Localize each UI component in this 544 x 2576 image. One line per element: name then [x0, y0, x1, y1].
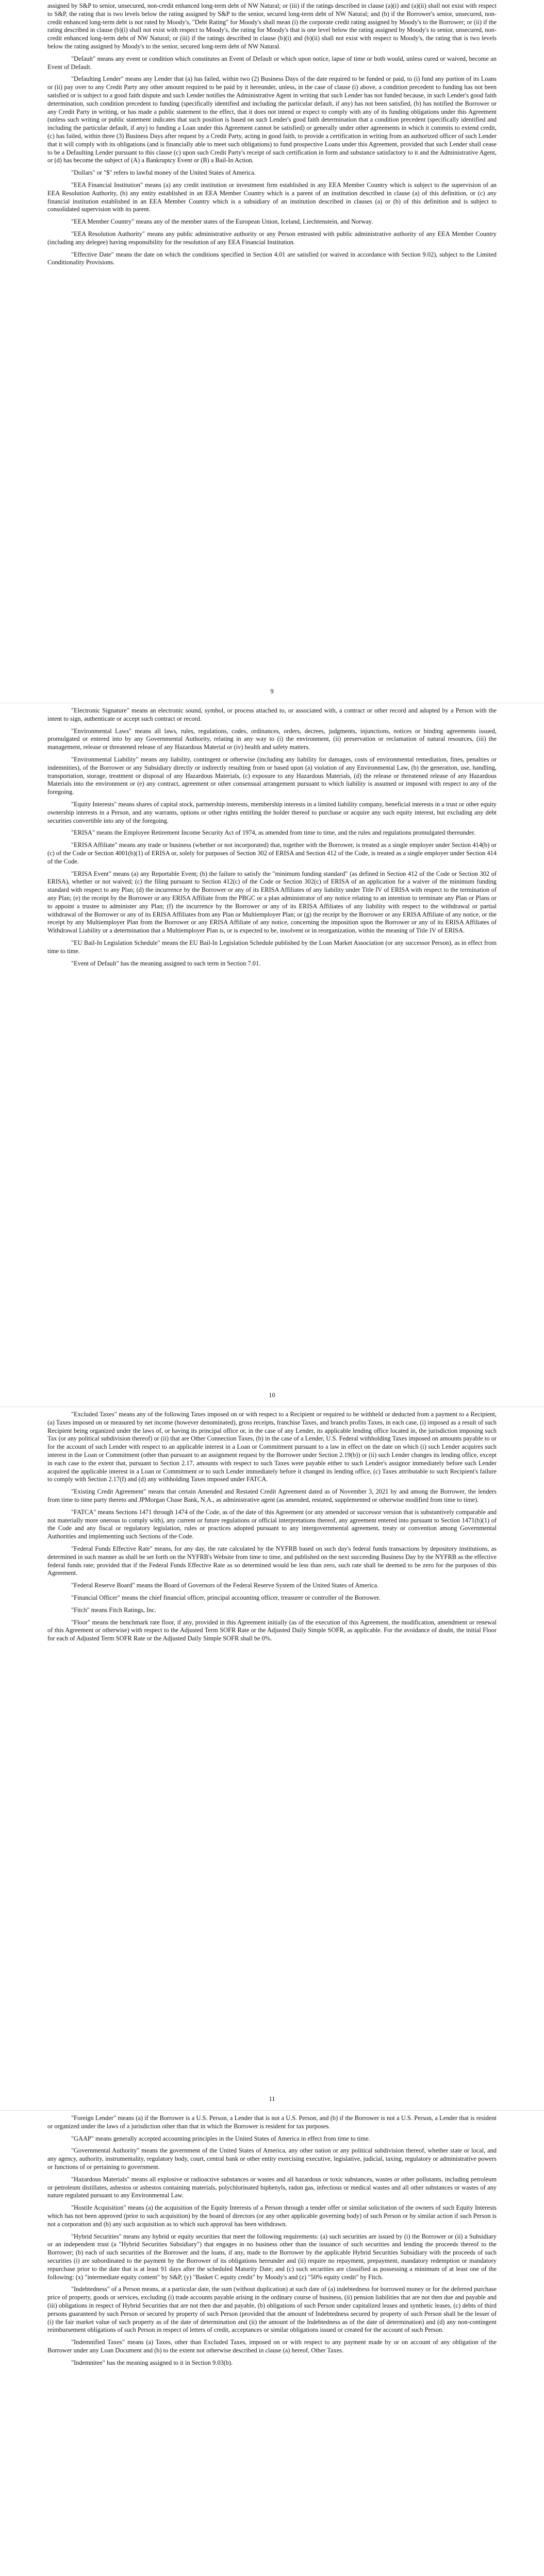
definition-federal-reserve-board: "Federal Reserve Board" means the Board of Governors of the Federal Reserve System of the United States of America. [71, 1582, 379, 1589]
document-page-10 [0, 707, 544, 972]
page-number: 11 [269, 2095, 275, 2103]
definition-financial-officer: "Financial Officer" means the chief financial officer, principal accounting officer, treasurer or controller of the Borrower. [71, 1594, 381, 1601]
definition-fatca: "FATCA" means Sections 1471 through 1474 of the Code, as of the date of this Agreement (or any amended or successor version that is substantively comparable and not materially more onerous to comply with), any current or future regulations or official interpretations thereof, any agreement entered into pursuant to Section 1471(b)(1) of the Code and any fiscal or regulatory legislation, rules or practices adopted pursuant to any intergovernmental agreement, treaty or convention among Governmental Authorities and implementing such Sections of the Code. [47, 1508, 497, 1540]
document-page-12 [0, 2114, 544, 2371]
definition-defaulting-lender: "Defaulting Lender" means any Lender that (a) has failed, within two (2) Business Days of the date required to be funded or paid, to (i) fund any portion of its Loans or (ii) pay over to any Credit Party any other amount required to be paid by it hereunder, unless, in the case of clause (i) above, a condition precedent to funding has not been satisfied or is subject to a good faith dispute and such Lender notifies the Administrative Agent in writing that such Lender has not funded because, in such Lender's good faith determination, such condition precedent to funding (specifically identified and including the particular default, if any) has not been satisfied, (b) has notified the Borrower or any Credit Party in writing, or has made a public statement to the effect, that it does not intend or expect to comply with any of its funding obligations under this Agreement (unless such writing or public statement indicates that such position is based on such Lender's good faith determination that a condition precedent (specifically identified and including the particular default, if any) to funding a Loan under this Agreement cannot be satisfied) or generally under other agreements in which it commits to extend credit, (c) has failed, within three (3) Business Days after request by a Credit Party, acting in good faith, to provide a certification in writing from an authorized officer of such Lender that it will comply with its obligations (and is financially able to meet such obligations) to fund prospective Loans under this Agreement, provided that such Lender shall cease to be a Defaulting Lender pursuant to this clause (c) upon such Credit Party's receipt of such certification in form and substance satisfactory to it and the Administrative Agent, or (d) has become the subject of (A) a Bankruptcy Event or (B) a Bail-In Action. [47, 75, 497, 164]
document-page-11 [0, 1411, 544, 1647]
document-page-9 [0, 2, 544, 271]
paragraph-debt-rating-continued: assigned by S&P to senior, unsecured, non-credit enhanced long-term debt of NW Natural; or (iii) if the ratings described in clause (a)(i) and (a)(ii) shall not exist with respect to S&P, the rating that is two levels below the rating assigned by S&P to the senior, secured long-term debt of NW Natural; and (b) if the Borrower's senior, unsecured, non-credit enhanced long-term debt is not rated by Moody's, "Debt Rating" for Moody's shall mean (i) the corporate credit rating assigned by Moody's to the Borrower; or (ii) if the rating described in clause (b)(i) shall not exist with respect to Moody's, the rating for Moody's that is one level below the rating assigned by Moody's to senior, unsecured, non-credit enhanced long-term debt of NW Natural; or (iii) if the ratings described in clause (b)(i) and (b)(ii) shall not exist with respect to Moody's, the rating that is two levels below the rating assigned by Moody's to the senior, secured long-term debt of NW Natural. [47, 2, 497, 50]
definition-dollars: "Dollars" or "$" refers to lawful money of the United States of America. [71, 169, 256, 177]
definition-electronic-signature: "Electronic Signature" means an electronic sound, symbol, or process attached to, or associated with, a contract or other record and adopted by a Person with the intent to sign, authenticate or accept such contract or record. [47, 707, 497, 722]
definition-excluded-taxes: "Excluded Taxes" means any of the following Taxes imposed on or with respect to a Recipient or required to be withheld or deducted from a payment to a Recipient, (a) Taxes imposed on or measured by net income (however denominated), gross receipts, franchise Taxes, and branch profits Taxes, in each case, (i) imposed as a result of such Recipient being organized under the laws of, or having its principal office or, in the case of any Lender, its applicable lending office located in, the jurisdiction imposing such Tax (or any political subdivision thereof) or (ii) that are Other Connection Taxes, (b) in the case of a Lender, U.S. Federal withholding Taxes imposed on amounts payable to or for the account of such Lender with respect to an applicable interest in a Loan or Commitment pursuant to a law in effect on the date on which (i) such Lender acquires such interest in the Loan or Commitment (other than pursuant to an assignment request by the Borrower under Section 2.19(b)) or (ii) such Lender changes its lending office, except in each case to the extent that, pursuant to Section 2.17, amounts with respect to such Taxes were payable either to such Lender's assignor immediately before such Lender acquired the applicable interest in a Loan or Commitment or to such Lender immediately before it changed its lending office, (c) Taxes attributable to such Recipient's failure to comply with Section 2.17(f) and (d) any withholding Taxes imposed under FATCA. [47, 1411, 497, 1483]
definition-gaap: "GAAP" means generally accepted accounting principles in the United States of America in effect from time to time. [71, 2134, 370, 2142]
definition-federal-funds-effective-rate: "Federal Funds Effective Rate" means, for any day, the rate calculated by the NYFRB based on such day's federal funds transactions by depository institutions, as determined in such manner as shall be set forth on the NYFRB's Website from time to time, and published on the next succeeding Business Day by the NYFRB as the effective federal funds rate; provided that if the Federal Funds Effective Rate as so determined would be less than zero, such rate shall be deemed to be zero for the purposes of this Agreement. [47, 1545, 497, 1577]
page-number: 9 [270, 688, 274, 695]
definition-indebtedness: "Indebtedness" of a Person means, at a particular date, the sum (without duplication) at such date of (a) indebtedness for borrowed money or for the deferred purchase price of property, goods or services, excluding (i) trade accounts payable arising in the ordinary course of business, (ii) pension liabilities that are not then due and payable and (iii) obligations in respect of Hybrid Securities that are not then due and payable, (b) obligations of such Person under capitalized leases and synthetic leases, (c) debts of third persons guaranteed by such Person or secured by property of such Person (provided that the amount of Indebtedness secured by property of such Person shall be the lesser of (i) the fair market value of such property as of the date of determination and (ii) the amount of the Indebtedness as of the date of determination) and (d) any non-contingent reimbursement obligations of such Person in respect of letters of credit, acceptances or similar obligations issued or created for the account of such Person. [47, 2285, 497, 2334]
definition-effective-date: "Effective Date" means the date on which the conditions specified in Section 4.01 are satisfied (or waived in accordance with Section 9.02), subject to the Limited Conditionality Provisions. [47, 250, 497, 266]
definition-erisa-affiliate: "ERISA Affiliate" means any trade or business (whether or not incorporated) that, together with the Borrower, is treated as a single employer under Section 414(b) or (c) of the Code or Section 4001(b)(1) of ERISA or, solely for purposes of Section 302 of ERISA and Section 412 of the Code, is treated as a single employer under Section 414 of the Code. [47, 841, 497, 865]
definition-eea-financial-institution: "EEA Financial Institution" means (a) any credit institution or investment firm established in any EEA Member Country which is subject to the supervision of an EEA Resolution Authority, (b) any entity established in an EEA Member Country which is a parent of an institution described in clause (a) of this definition, or (c) any financial institution established in an EEA Member Country which is a subsidiary of an institution described in clauses (a) or (b) of this definition and is subject to consolidated supervision with its parent. [47, 181, 497, 213]
definition-equity-interests: "Equity Interests" means shares of capital stock, partnership interests, membership interests in a limited liability company, beneficial interests in a trust or other equity ownership interests in a Person, and any warrants, options or other rights entitling the holder thereof to purchase or acquire any such equity interest, but excluding any debt securities convertible into any of the foregoing. [47, 800, 497, 824]
page-divider [0, 2110, 544, 2111]
definition-indemnified-taxes: "Indemnified Taxes" means (a) Taxes, other than Excluded Taxes, imposed on or with respect to any payment made by or on account of any obligation of the Borrower under any Loan Document and (b) to the extent not otherwise described in clause (a) hereof, Other Taxes. [47, 2338, 497, 2354]
definition-eea-member-country: "EEA Member Country" means any of the member states of the European Union, Iceland, Liechtenstein, and Norway. [71, 218, 373, 226]
definition-default: "Default" means any event or condition which constitutes an Event of Default or which upon notice, lapse of time or both would, unless cured or waived, become an Event of Default. [47, 55, 497, 71]
definition-governmental-authority: "Governmental Authority" means the government of the United States of America, any other nation or any political subdivision thereof, whether state or local, and any agency, authority, instrumentality, regulatory body, court, central bank or other entity exercising executive, legislative, judicial, taxing, regulatory or administrative powers or functions of or pertaining to government. [47, 2147, 497, 2171]
definition-hybrid-securities: "Hybrid Securities" means any hybrid or equity securities that meet the following requirements: (a) such securities are issued by (i) the Borrower or (ii) a Subsidiary or an independent trust (a "Hybrid Securities Subsidiary") that engages in no business other than the issuance of such securities and lending the proceeds thereof to the Borrower; (b) each of such securities of the Borrower and the loans, if any, made to the Borrower by the applicable Hybrid Securities Subsidiary with the proceeds of such securities (i) are subordinated to the payment by the Borrower of its obligations hereunder and (ii) require no repayment, prepayment, mandatory redemption or mandatory repurchase prior to the date that is at least 91 days after the scheduled Maturity Date; and (c) such securities are classified as possessing a minimum of at least one of the following: (x) "intermediate equity content" by S&P, (y) "Basket C equity credit" by Moody's and (z) "50% equity credit" by Fitch. [47, 2232, 497, 2281]
definition-event-of-default: "Event of Default" has the meaning assigned to such term in Section 7.01. [71, 959, 261, 967]
definition-environmental-laws: "Environmental Laws" means all laws, rules, regulations, codes, ordinances, orders, decrees, judgments, injunctions, notices or binding agreements issued, promulgated or entered into by any Governmental Authority, relating in any way to (i) the environment, (ii) preservation or reclamation of natural resources, (iii) the management, release or threatened release of any Hazardous Material or (iv) health and safety matters. [47, 727, 497, 751]
definition-hazardous-materials: "Hazardous Materials" means all explosive or radioactive substances or wastes and all hazardous or toxic substances, wastes or other pollutants, including petroleum or petroleum distillates, asbestos or asbestos containing materials, polychlorinated biphenyls, radon gas, infectious or medical wastes and all other substances or wastes of any nature regulated pursuant to any Environmental Law. [47, 2175, 497, 2199]
page-divider [0, 1406, 544, 1407]
definition-floor: "Floor" means the benchmark rate floor, if any, provided in this Agreement initially (as of the execution of this Agreement, the modification, amendment or renewal of this Agreement or otherwise) with respect to the Adjusted Term SOFR Rate or the Adjusted Daily Simple SOFR, as applicable. For the avoidance of doubt, the initial Floor for each of Adjusted Term SOFR Rate or the Adjusted Daily Simple SOFR shall be 0%. [47, 1618, 497, 1642]
definition-eu-bail-in-schedule: "EU Bail-In Legislation Schedule" means the EU Bail-In Legislation Schedule published by the Loan Market Association (or any successor Person), as in effect from time to time. [47, 939, 497, 955]
definition-erisa-event: "ERISA Event" means (a) any Reportable Event; (b) the failure to satisfy the "minimum funding standard" (as defined in Section 412 of the Code or Section 302 of ERISA), whether or not waived; (c) the filing pursuant to Section 412(c) of the Code or Section 302(c) of ERISA of an application for a waiver of the minimum funding standard with respect to any Plan; (d) the incurrence by the Borrower or any of its ERISA Affiliates of any liability under Title IV of ERISA with respect to the termination of any Plan; (e) the receipt by the Borrower or any ERISA Affiliate from the PBGC or a plan administrator of any notice relating to an intention to terminate any Plan or Plans or to appoint a trustee to administer any Plan; (f) the incurrence by the Borrower or any of its ERISA Affiliates of any liability with respect to the withdrawal or partial withdrawal of the Borrower or any of its ERISA Affiliates from any Plan or Multiemployer Plan; or (g) the receipt by the Borrower or any ERISA Affiliate of any notice, or the receipt by any Multiemployer Plan from the Borrower or any ERISA Affiliate of any notice, concerning the imposition upon the Borrower or any of its ERISA Affiliates of Withdrawal Liability or a determination that a Multiemployer Plan is, or is expected to be, insolvent or in reorganization, within the meaning of Title IV of ERISA. [47, 870, 497, 935]
definition-eea-resolution-authority: "EEA Resolution Authority" means any public administrative authority or any Person entrusted with public administrative authority of any EEA Member Country (including any delegee) having responsibility for the resolution of any EEA Financial Institution. [47, 230, 497, 246]
definition-hostile-acquisition: "Hostile Acquisition" means (a) the acquisition of the Equity Interests of a Person through a tender offer or similar solicitation of the owners of such Equity Interests which has not been approved (prior to such acquisition) by the board of directors (or any other applicable governing body) of such Person or by similar action if such Person is not a corporation and (b) any such acquisition as to which such approval has been withdrawn. [47, 2204, 497, 2228]
definition-foreign-lender: "Foreign Lender" means (a) if the Borrower is a U.S. Person, a Lender that is not a U.S. Person, and (b) if the Borrower is not a U.S. Person, a Lender that is resident or organized under the laws of a jurisdiction other than that in which the Borrower is resident for tax purposes. [47, 2114, 497, 2130]
definition-environmental-liability: "Environmental Liability" means any liability, contingent or otherwise (including any liability for damages, costs of environmental remediation, fines, penalties or indemnities), of the Borrower or any Subsidiary directly or indirectly resulting from or based upon (a) violation of any Environmental Law, (b) the generation, use, handling, transportation, storage, treatment or disposal of any Hazardous Materials, (c) exposure to any Hazardous Materials, (d) the release or threatened release of any Hazardous Materials into the environment or (e) any contract, agreement or other consensual arrangement pursuant to which liability is assumed or imposed with respect to any of the foregoing. [47, 755, 497, 796]
definition-existing-credit-agreement: "Existing Credit Agreement" means that certain Amended and Restated Credit Agreement dated as of November 3, 2021 by and among the Borrower, the lenders from time to time party thereto and JPMorgan Chase Bank, N.A., as administrative agent (as amended, restated, supplemented or otherwise modified from time to time). [47, 1488, 497, 1503]
definition-erisa: "ERISA" means the Employee Retirement Income Security Act of 1974, as amended from time to time, and the rules and regulations promulgated thereunder. [71, 829, 475, 837]
definition-fitch: "Fitch" means Fitch Ratings, Inc. [71, 1606, 156, 1614]
definition-indemnitee: "Indemnitee" has the meaning assigned to it in Section 9.03(b). [71, 2359, 233, 2366]
page-number: 10 [269, 1392, 275, 1399]
